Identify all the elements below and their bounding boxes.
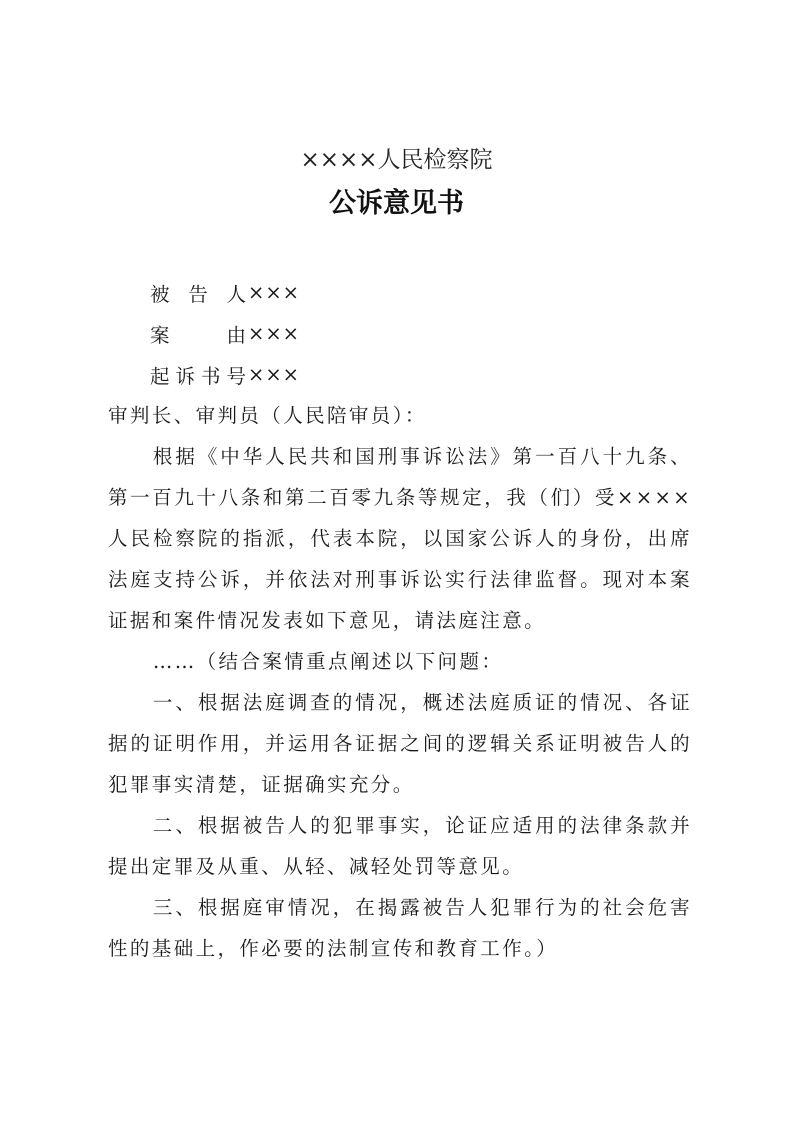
indictment-number-row [150, 354, 300, 395]
defendant-row [150, 272, 300, 313]
organization-name: ××××人民检察院 [300, 147, 493, 173]
paragraph-intro: 根据《中华人民共和国刑事诉讼法》第一百八十九条、第一百九十八条和第二百零九条等规定，我（们）受××××人民检察院的指派，代表本院，以国家公诉人的身份，出席法庭支持公诉，并依法对刑事诉讼实行法律监督。现对本案证据和案件情况发表如下意见，请法庭注意。 [108, 445, 692, 632]
document-body [108, 395, 692, 969]
paragraph-outline: ……（结合案情重点阐述以下问题： [152, 650, 504, 673]
defendant-label: 被 告 人 [150, 282, 246, 306]
defendant-value: ××× [248, 281, 301, 304]
case-cause-value: ××× [248, 322, 301, 345]
document-title: 公诉意见书 [329, 188, 464, 219]
case-cause-label: 案 由 [150, 323, 246, 347]
case-info [150, 272, 300, 395]
indictment-number-value: ××× [248, 363, 301, 386]
paragraph-point-3: 三、根据庭审情况，在揭露被告人犯罪行为的社会危害性的基础上，作必要的法制宣传和教育工作。） [108, 896, 692, 960]
salutation: 审判长、审判员（人民陪审员）： [108, 404, 427, 427]
paragraph-point-2: 二、根据被告人的犯罪事实，论证应适用的法律条款并提出定罪及从重、从轻、减轻处罚等意见。 [108, 814, 692, 878]
case-cause-row [150, 313, 300, 354]
paragraph-point-1: 一、根据法庭调查的情况，概述法庭质证的情况、各证据的证明作用，并运用各证据之间的逻辑关系证明被告人的犯罪事实清楚，证据确实充分。 [108, 691, 692, 796]
indictment-number-label: 起 诉 书 号 [150, 364, 246, 388]
